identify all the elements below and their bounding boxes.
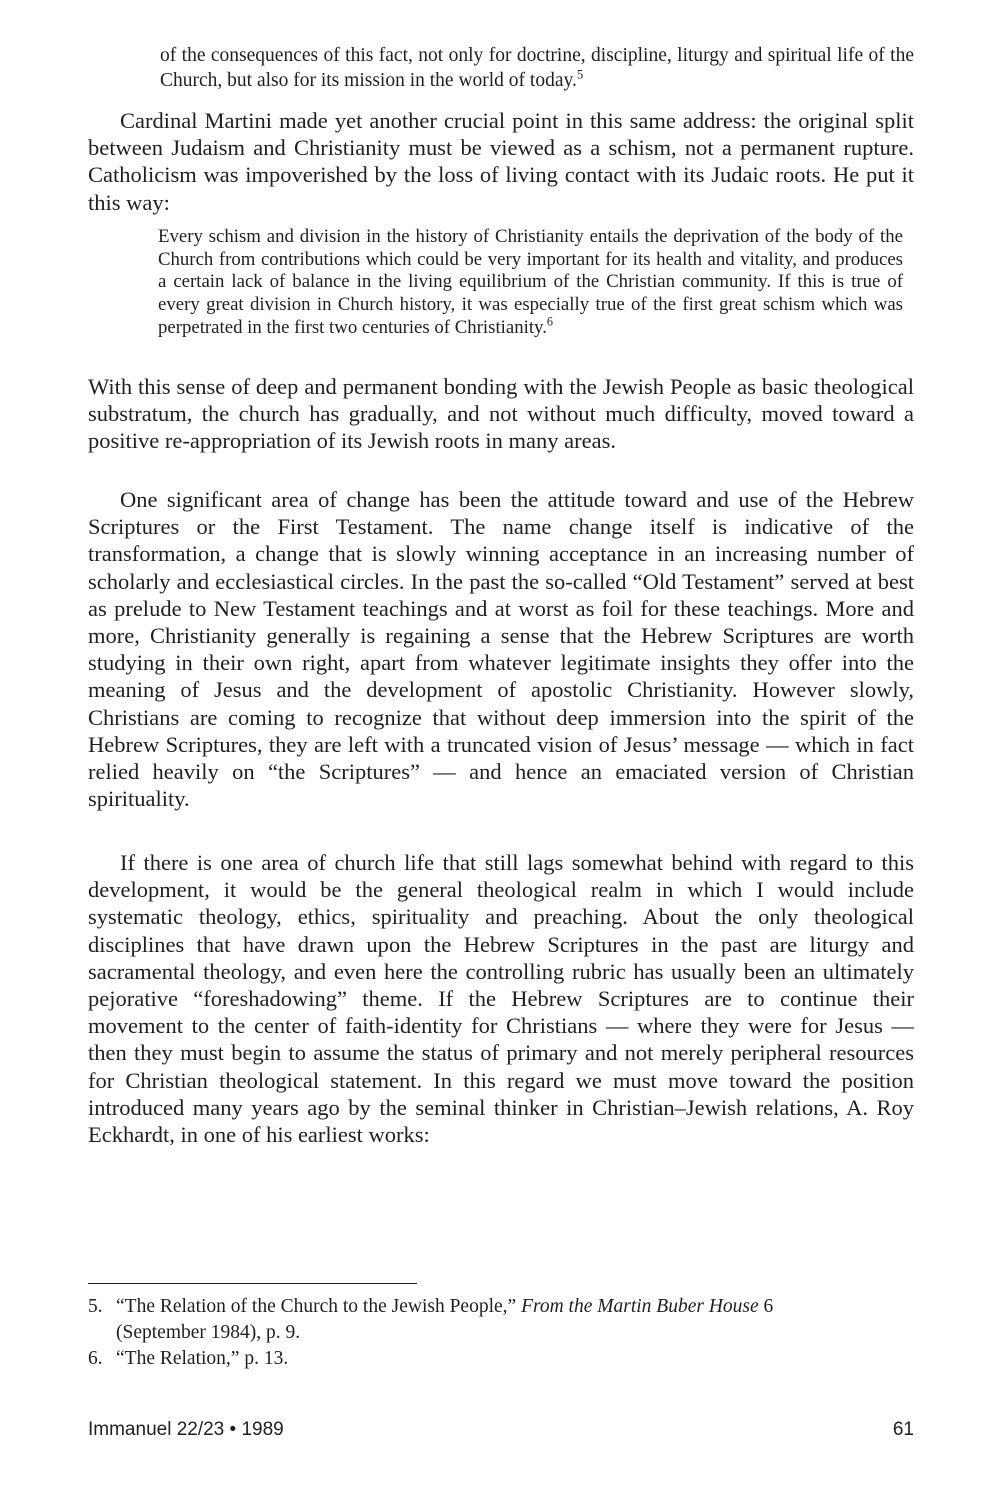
footnote-6 — [88, 1346, 914, 1372]
continuation-paragraph — [160, 43, 914, 93]
paragraph-bonding: With this sense of deep and permanent bonding with the Jewish People as basic theological substratum, the church has gradually, and not without much difficulty, moved toward a positive re-appropriation of its Jewish roots in many areas. — [88, 374, 914, 454]
paragraph-theological-realm: If there is one area of church life that still lags somewhat behind with regard to this development, it would be the general theological realm in which I would include systematic theology, ethics, spirituality and preaching. About the only theological disciplines that have drawn upon the Hebrew Scriptures in the past are liturgy and sacramental theology, and even here the controlling rubric has usually been an ultimately pejorative “foreshadowing” theme. If the Hebrew Scriptures are to continue their movement to the center of faith-identity for Christians — where they were for Jesus — then they must begin to assume the status of primary and not merely peripheral resources for Christian theological statement. In this regard we must move toward the position introduced many years ago by the seminal thinker in Christian–Jewish relations, A. Roy Eckhardt, in one of his earliest works: — [88, 850, 914, 1148]
continuation-text: of the consequences of this fact, not only for doctrine, discipline, liturgy and spiritual life of the Church, but also for its mission in the world of today. — [160, 45, 914, 91]
footnote-number: 6. — [88, 1348, 103, 1369]
footnote-text: 6 — [763, 1296, 774, 1317]
paragraph-hebrew-scriptures: One significant area of change has been the attitude toward and use of the Hebrew Scriptures or the First Testament. The name change itself is indicative of the transformation, a change that is slowly winning acceptance in an increasing number of scholarly and ecclesiastical circles. In the past the so-called “Old Testament” served at best as prelude to New Testament teachings and at worst as foil for these teachings. More and more, Christianity generally is regaining a sense that the Hebrew Scriptures are worth studying in their own right, apart from whatever legitimate insights they offer into the meaning of Jesus and the development of apostolic Christianity. However slowly, Christians are coming to recognize that without deep immersion into the spirit of the Hebrew Scriptures, they are left with a truncated vision of Jesus’ message — which in fact relied heavily on “the Scriptures” — and hence an emaciated version of Christian spirituality. — [88, 487, 914, 812]
footnote-title-italic: From the Martin Buber House — [521, 1296, 759, 1317]
quote-text: Every schism and division in the history of Christianity entails the deprivation of the body of the Church from contributions which could be very important for its health and vitality, and produces a certain lack of balance in the living equilibrium of the Christian community. If this is true of every great division in Church history, it was especially true of the first great schism which was perpetrated in the first two centuries of Christianity. — [158, 226, 903, 338]
journal-footer: Immanuel 22/23 • 1989 — [88, 1419, 284, 1440]
note-ref-5: 5 — [576, 67, 584, 82]
page-number: 61 — [892, 1419, 914, 1440]
block-quote — [158, 226, 903, 340]
footnote-number: 5. — [88, 1296, 103, 1317]
footnote-text: “The Relation,” p. 13. — [116, 1348, 289, 1369]
footnote-text: “The Relation of the Church to the Jewish People,” — [116, 1296, 517, 1317]
footnote-5 — [88, 1294, 914, 1346]
footnote-divider — [88, 1283, 417, 1284]
footnote-continuation: (September 1984), p. 9. — [116, 1322, 301, 1343]
note-ref-6: 6 — [546, 314, 554, 329]
paragraph-martini: Cardinal Martini made yet another crucial point in this same address: the original split between Judaism and Christianity must be viewed as a schism, not a permanent rupture. Catholicism was impoverished by the loss of living contact with its Judaic roots. He put it this way: — [88, 108, 914, 215]
